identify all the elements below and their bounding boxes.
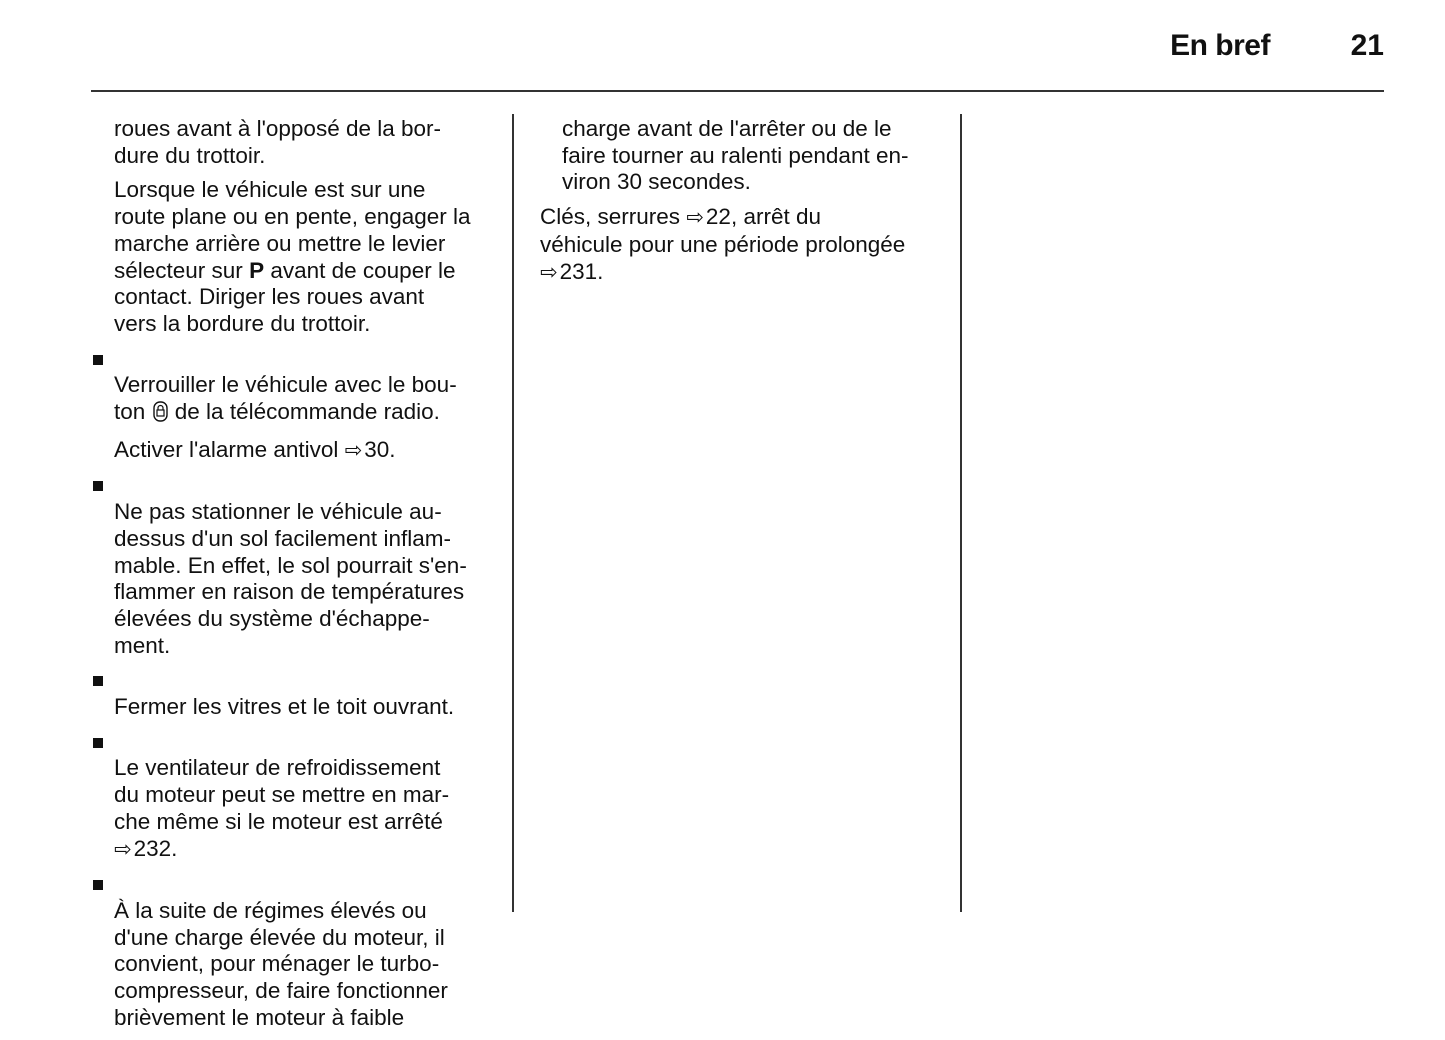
page-reference[interactable]: 232. xyxy=(133,835,178,861)
bullet-square-icon xyxy=(93,738,103,748)
paragraph-see-also: Clés, serrures ⇨22, arrêt du véhicule pour une période prolongée ⇨231. xyxy=(540,204,950,286)
cross-reference-arrow-icon: ⇨ xyxy=(540,260,558,284)
cross-reference-arrow-icon: ⇨ xyxy=(114,837,132,861)
paragraph-parking-instructions: Lorsque le véhicule est sur une route plane ou en pente, engager la marche arrière ou mettre le levier sélecteur sur P avant de couper le contact. Diriger les roues avant vers la bordure du trottoir. xyxy=(114,177,471,336)
header-divider xyxy=(91,90,1384,92)
list-item-cooling-fan: Le ventilateur de refroidissement du moteur peut se mettre en mar- che même si le moteur est arrêté ⇨232. xyxy=(114,729,502,864)
lock-button-icon xyxy=(153,401,168,429)
bullet-square-icon xyxy=(93,481,103,491)
page-reference[interactable]: 231. xyxy=(559,258,604,284)
column-divider-right xyxy=(960,114,962,912)
gear-position-p: P xyxy=(249,257,265,283)
column-divider-left xyxy=(512,114,514,912)
bullet-square-icon xyxy=(93,355,103,365)
list-item-lock-vehicle: Verrouiller le véhicule avec le bou- ton de la télécommande radio. xyxy=(114,346,502,429)
bullet-square-icon xyxy=(93,676,103,686)
page-number: 21 xyxy=(1350,29,1384,62)
cross-reference-arrow-icon: ⇨ xyxy=(344,438,363,462)
paragraph-activate-alarm: Activer l'alarme antivol ⇨30. xyxy=(114,437,502,465)
middle-column xyxy=(540,116,950,294)
paragraph-continued: roues avant à l'opposé de la bor- dure du trottoir. xyxy=(114,116,442,168)
list-item-flammable-ground: Ne pas stationner le véhicule au- dessus d'un sol facilement inflam- mable. En effet, le sol pourrait s'en- flammer en raison de températures élevées du système d'échappe- ment. xyxy=(114,472,502,659)
section-title: En bref xyxy=(1170,29,1270,62)
paragraph-turbo-continued: charge avant de l'arrêter ou de le faire tourner au ralenti pendant en- viron 30 secondes. xyxy=(562,116,909,195)
list-item-turbocharger: À la suite de régimes élevés ou d'une charge élevée du moteur, il convient, pour ménager le turbo- compresseur, de faire fonctionner brièvement le moteur à faible xyxy=(114,871,502,1031)
list-item-close-windows: Fermer les vitres et le toit ouvrant. xyxy=(114,667,502,720)
cross-reference-arrow-icon: ⇨ xyxy=(686,206,704,230)
page-reference[interactable]: 30. xyxy=(364,436,396,462)
page-reference[interactable]: 22 xyxy=(705,204,731,230)
bullet-square-icon xyxy=(93,880,103,890)
left-column xyxy=(92,116,502,1040)
